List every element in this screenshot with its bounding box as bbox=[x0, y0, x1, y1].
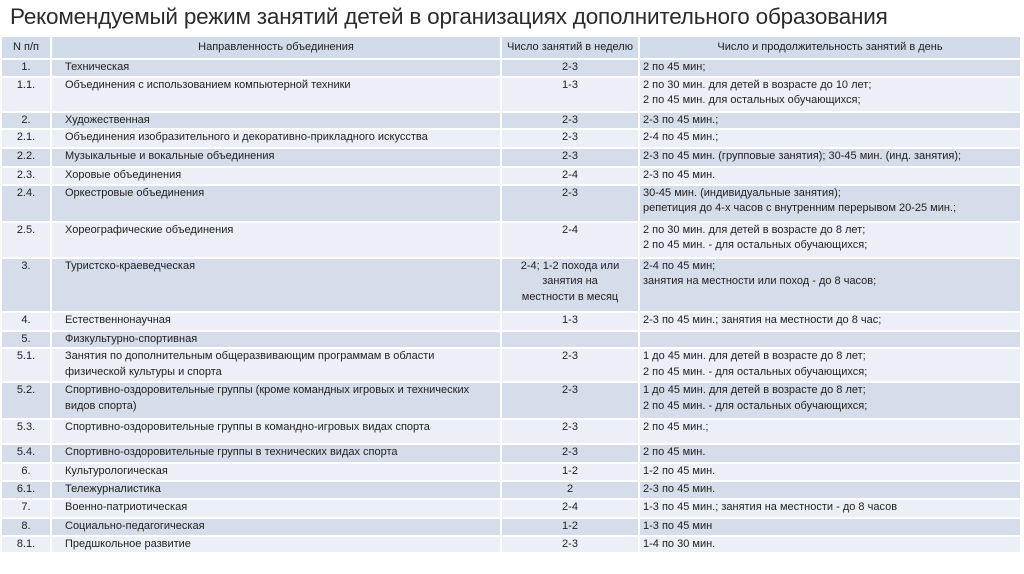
header-num: N п/п bbox=[2, 37, 52, 60]
row-duration-line: 1 до 45 мин. для детей в возрасте до 8 лет; bbox=[643, 350, 866, 362]
row-duration-line: 2 по 45 мин. - для остальных обучающихся; bbox=[643, 239, 868, 251]
row-direction bbox=[52, 186, 502, 223]
row-number: 5.4. bbox=[2, 445, 52, 464]
schedule-table bbox=[2, 37, 1022, 554]
row-direction bbox=[52, 259, 502, 313]
row-duration-line: 2-3 по 45 мин. bbox=[643, 169, 716, 181]
table-row bbox=[2, 349, 1022, 383]
row-duration bbox=[640, 60, 1022, 78]
row-number: 2.1. bbox=[2, 130, 52, 149]
row-direction bbox=[52, 445, 502, 464]
row-duration bbox=[640, 519, 1022, 537]
row-frequency bbox=[502, 445, 640, 464]
row-direction-line: Объединения изобразительного и декоративно-прикладного искусства bbox=[65, 131, 428, 143]
row-duration-line: репетиция до 4-х часов с внутренним перерывом 20-25 мин.; bbox=[643, 202, 957, 214]
row-number: 5.3. bbox=[2, 420, 52, 445]
row-duration bbox=[640, 445, 1022, 464]
row-frequency-line: 2-3 bbox=[562, 421, 578, 433]
row-direction-line: Художественная bbox=[65, 113, 150, 126]
row-direction-line: Естественнонаучная bbox=[65, 313, 171, 326]
table-body bbox=[2, 60, 1022, 554]
row-duration-line: 2 по 45 мин. для остальных обучающихся; bbox=[643, 94, 861, 106]
row-frequency-line: 2-3 bbox=[562, 446, 578, 458]
row-frequency bbox=[502, 500, 640, 519]
row-number: 3. bbox=[2, 259, 52, 313]
row-frequency-line: 1-3 bbox=[562, 313, 578, 326]
row-duration bbox=[640, 383, 1022, 420]
row-direction bbox=[52, 519, 502, 537]
row-frequency-line: 2-3 bbox=[562, 537, 578, 550]
row-frequency bbox=[502, 149, 640, 168]
row-number: 5.2. bbox=[2, 383, 52, 420]
row-direction bbox=[52, 464, 502, 482]
row-duration-line: 2-3 по 45 мин.; занятия на местности до 8 час; bbox=[643, 313, 882, 326]
row-frequency-line: 2-3 bbox=[562, 186, 578, 199]
row-duration-line: 2-4 по 45 мин.; bbox=[643, 131, 719, 143]
row-direction-line: Спортивно-оздоровительные группы (кроме командных игровых и технических bbox=[65, 384, 470, 396]
row-duration-line: 2 по 45 мин. - для остальных обучающихся; bbox=[643, 399, 868, 412]
table-row bbox=[2, 130, 1022, 149]
row-number: 1.1. bbox=[2, 78, 52, 113]
table-row bbox=[2, 60, 1022, 78]
header-direction: Направленность объединения bbox=[52, 37, 502, 60]
row-frequency-line: 1-2 bbox=[562, 465, 578, 477]
row-direction bbox=[52, 537, 502, 555]
row-direction-line: Техническая bbox=[65, 61, 130, 73]
row-frequency-line: 2-3 bbox=[562, 131, 578, 143]
row-frequency-line: 1-2 bbox=[562, 519, 578, 532]
table-row bbox=[2, 500, 1022, 519]
row-direction bbox=[52, 420, 502, 445]
row-frequency-line: 2-3 bbox=[562, 384, 578, 396]
table-row bbox=[2, 464, 1022, 482]
table-row bbox=[2, 537, 1022, 555]
row-frequency bbox=[502, 223, 640, 259]
row-frequency bbox=[502, 332, 640, 350]
header-duration: Число и продолжительность занятий в день bbox=[640, 37, 1022, 60]
row-direction bbox=[52, 500, 502, 519]
row-frequency bbox=[502, 420, 640, 445]
row-frequency bbox=[502, 130, 640, 149]
row-direction-line: Хоровые объединения bbox=[65, 169, 182, 181]
row-direction-line: видов спорта) bbox=[65, 399, 137, 412]
row-duration-line: занятия на местности или поход - до 8 часов; bbox=[643, 275, 877, 287]
row-frequency bbox=[502, 113, 640, 131]
row-duration-line: 2 по 45 мин; bbox=[643, 61, 706, 73]
row-direction bbox=[52, 168, 502, 186]
table-row bbox=[2, 149, 1022, 168]
table-row bbox=[2, 186, 1022, 223]
row-direction-line: Хореографические объединения bbox=[65, 223, 234, 236]
row-frequency bbox=[502, 186, 640, 223]
row-direction bbox=[52, 482, 502, 500]
row-direction bbox=[52, 223, 502, 259]
row-duration-line: 2 по 45 мин. bbox=[643, 446, 706, 458]
row-number: 2.2. bbox=[2, 149, 52, 168]
row-number: 2.4. bbox=[2, 186, 52, 223]
row-direction bbox=[52, 130, 502, 149]
row-direction bbox=[52, 78, 502, 113]
row-number: 6. bbox=[2, 464, 52, 482]
row-direction-line: Спортивно-оздоровительные группы в технических видах спорта bbox=[65, 446, 398, 458]
row-direction bbox=[52, 60, 502, 78]
row-duration bbox=[640, 482, 1022, 500]
row-direction bbox=[52, 332, 502, 350]
row-number: 4. bbox=[2, 313, 52, 332]
row-direction-line: Тележурналистика bbox=[65, 482, 161, 495]
table-row bbox=[2, 78, 1022, 113]
table-header-row bbox=[2, 37, 1022, 60]
row-frequency bbox=[502, 482, 640, 500]
row-number: 5. bbox=[2, 332, 52, 350]
row-duration-line: 1-4 по 30 мин. bbox=[643, 537, 716, 550]
table-row bbox=[2, 383, 1022, 420]
row-duration-line: 2 по 30 мин. для детей в возрасте до 10 лет; bbox=[643, 78, 872, 91]
row-duration-line: 2 по 45 мин.; bbox=[643, 421, 709, 433]
row-duration-line: 1-3 по 45 мин bbox=[643, 519, 713, 532]
row-direction-line: физической культуры и спорта bbox=[65, 365, 222, 378]
row-duration-line: 1-3 по 45 мин.; занятия на местности - до 8 часов bbox=[643, 500, 898, 513]
table-row bbox=[2, 259, 1022, 313]
row-number: 2.3. bbox=[2, 168, 52, 186]
row-duration bbox=[640, 464, 1022, 482]
row-direction bbox=[52, 383, 502, 420]
row-direction-line: Культурологическая bbox=[65, 465, 168, 477]
row-direction-line: Оркестровые объединения bbox=[65, 186, 205, 199]
row-duration bbox=[640, 259, 1022, 313]
row-direction-line: Туристско-краеведческая bbox=[65, 259, 196, 272]
table-row bbox=[2, 313, 1022, 332]
row-frequency-line: занятия на bbox=[542, 275, 598, 287]
table-row bbox=[2, 519, 1022, 537]
table-row bbox=[2, 223, 1022, 259]
row-frequency bbox=[502, 537, 640, 555]
row-duration-line: 30-45 мин. (индивидуальные занятия); bbox=[643, 186, 841, 199]
row-frequency-line: 2-3 bbox=[562, 61, 578, 73]
row-frequency bbox=[502, 464, 640, 482]
row-direction-line: Музыкальные и вокальные объединения bbox=[65, 150, 275, 162]
row-duration bbox=[640, 223, 1022, 259]
row-frequency-line: 2-3 bbox=[562, 350, 578, 362]
row-duration-line: 2-3 по 45 мин.; bbox=[643, 113, 719, 126]
row-direction bbox=[52, 113, 502, 131]
row-duration bbox=[640, 78, 1022, 113]
row-duration-line: 2-3 по 45 мин. bbox=[643, 482, 716, 495]
table-row bbox=[2, 332, 1022, 350]
row-frequency-line: 2-4; 1-2 похода или bbox=[520, 259, 620, 272]
row-duration bbox=[640, 168, 1022, 186]
row-number: 1. bbox=[2, 60, 52, 78]
row-duration bbox=[640, 113, 1022, 131]
row-duration-line: 1-2 по 45 мин. bbox=[643, 465, 716, 477]
page-title: Рекомендуемый режим занятий детей в организациях дополнительного образования bbox=[10, 4, 888, 29]
row-frequency bbox=[502, 259, 640, 313]
row-duration bbox=[640, 332, 1022, 350]
table-row bbox=[2, 445, 1022, 464]
row-number: 7. bbox=[2, 500, 52, 519]
row-frequency bbox=[502, 383, 640, 420]
row-duration bbox=[640, 313, 1022, 332]
row-frequency-line: 2-4 bbox=[562, 500, 578, 513]
row-duration bbox=[640, 149, 1022, 168]
header-frequency: Число занятий в неделю bbox=[502, 37, 640, 60]
row-duration-line: 1 до 45 мин. для детей в возрасте до 8 лет; bbox=[643, 384, 866, 396]
row-direction-line: Военно-патриотическая bbox=[65, 500, 188, 513]
row-frequency bbox=[502, 519, 640, 537]
row-number: 2. bbox=[2, 113, 52, 131]
row-duration-line: 2 по 30 мин. для детей в возрасте до 8 лет; bbox=[643, 223, 866, 236]
row-frequency bbox=[502, 78, 640, 113]
row-number: 8.1. bbox=[2, 537, 52, 555]
row-direction bbox=[52, 313, 502, 332]
row-duration bbox=[640, 537, 1022, 555]
row-direction-line: Занятия по дополнительным общеразвивающим программам в области bbox=[65, 350, 435, 362]
row-number: 5.1. bbox=[2, 349, 52, 383]
row-direction-line: Объединения с использованием компьютерной техники bbox=[65, 78, 351, 91]
row-frequency bbox=[502, 313, 640, 332]
row-frequency-line: 2-3 bbox=[562, 113, 578, 126]
row-frequency bbox=[502, 60, 640, 78]
row-number: 6.1. bbox=[2, 482, 52, 500]
row-duration bbox=[640, 349, 1022, 383]
row-duration bbox=[640, 420, 1022, 445]
row-duration-line: 2 по 45 мин. - для остальных обучающихся; bbox=[643, 365, 868, 378]
row-number: 8. bbox=[2, 519, 52, 537]
row-direction bbox=[52, 349, 502, 383]
row-direction-line: Предшкольное развитие bbox=[65, 537, 191, 550]
row-frequency-line: 2-4 bbox=[562, 169, 578, 181]
row-frequency-line: 1-3 bbox=[562, 78, 578, 91]
row-duration-line: 2-4 по 45 мин; bbox=[643, 259, 716, 272]
row-duration bbox=[640, 500, 1022, 519]
row-direction-line: Социально-педагогическая bbox=[65, 519, 205, 532]
table-row bbox=[2, 482, 1022, 500]
row-frequency-line: 2 bbox=[566, 482, 574, 495]
row-frequency-line: 2-4 bbox=[562, 223, 578, 236]
row-frequency bbox=[502, 168, 640, 186]
row-direction bbox=[52, 149, 502, 168]
row-direction-line: Спортивно-оздоровительные группы в командно-игровых видах спорта bbox=[65, 421, 430, 433]
row-direction-line: Физкультурно-спортивная bbox=[65, 332, 198, 345]
row-frequency-line: 2-3 bbox=[562, 150, 578, 162]
row-duration-line: 2-3 по 45 мин. (групповые занятия); 30-45 мин. (инд. занятия); bbox=[643, 150, 962, 162]
row-duration bbox=[640, 186, 1022, 223]
table-row bbox=[2, 168, 1022, 186]
row-duration bbox=[640, 130, 1022, 149]
row-frequency-line: местности в месяц bbox=[521, 290, 619, 303]
row-frequency bbox=[502, 349, 640, 383]
table-row bbox=[2, 420, 1022, 445]
row-number: 2.5. bbox=[2, 223, 52, 259]
table-row bbox=[2, 113, 1022, 131]
